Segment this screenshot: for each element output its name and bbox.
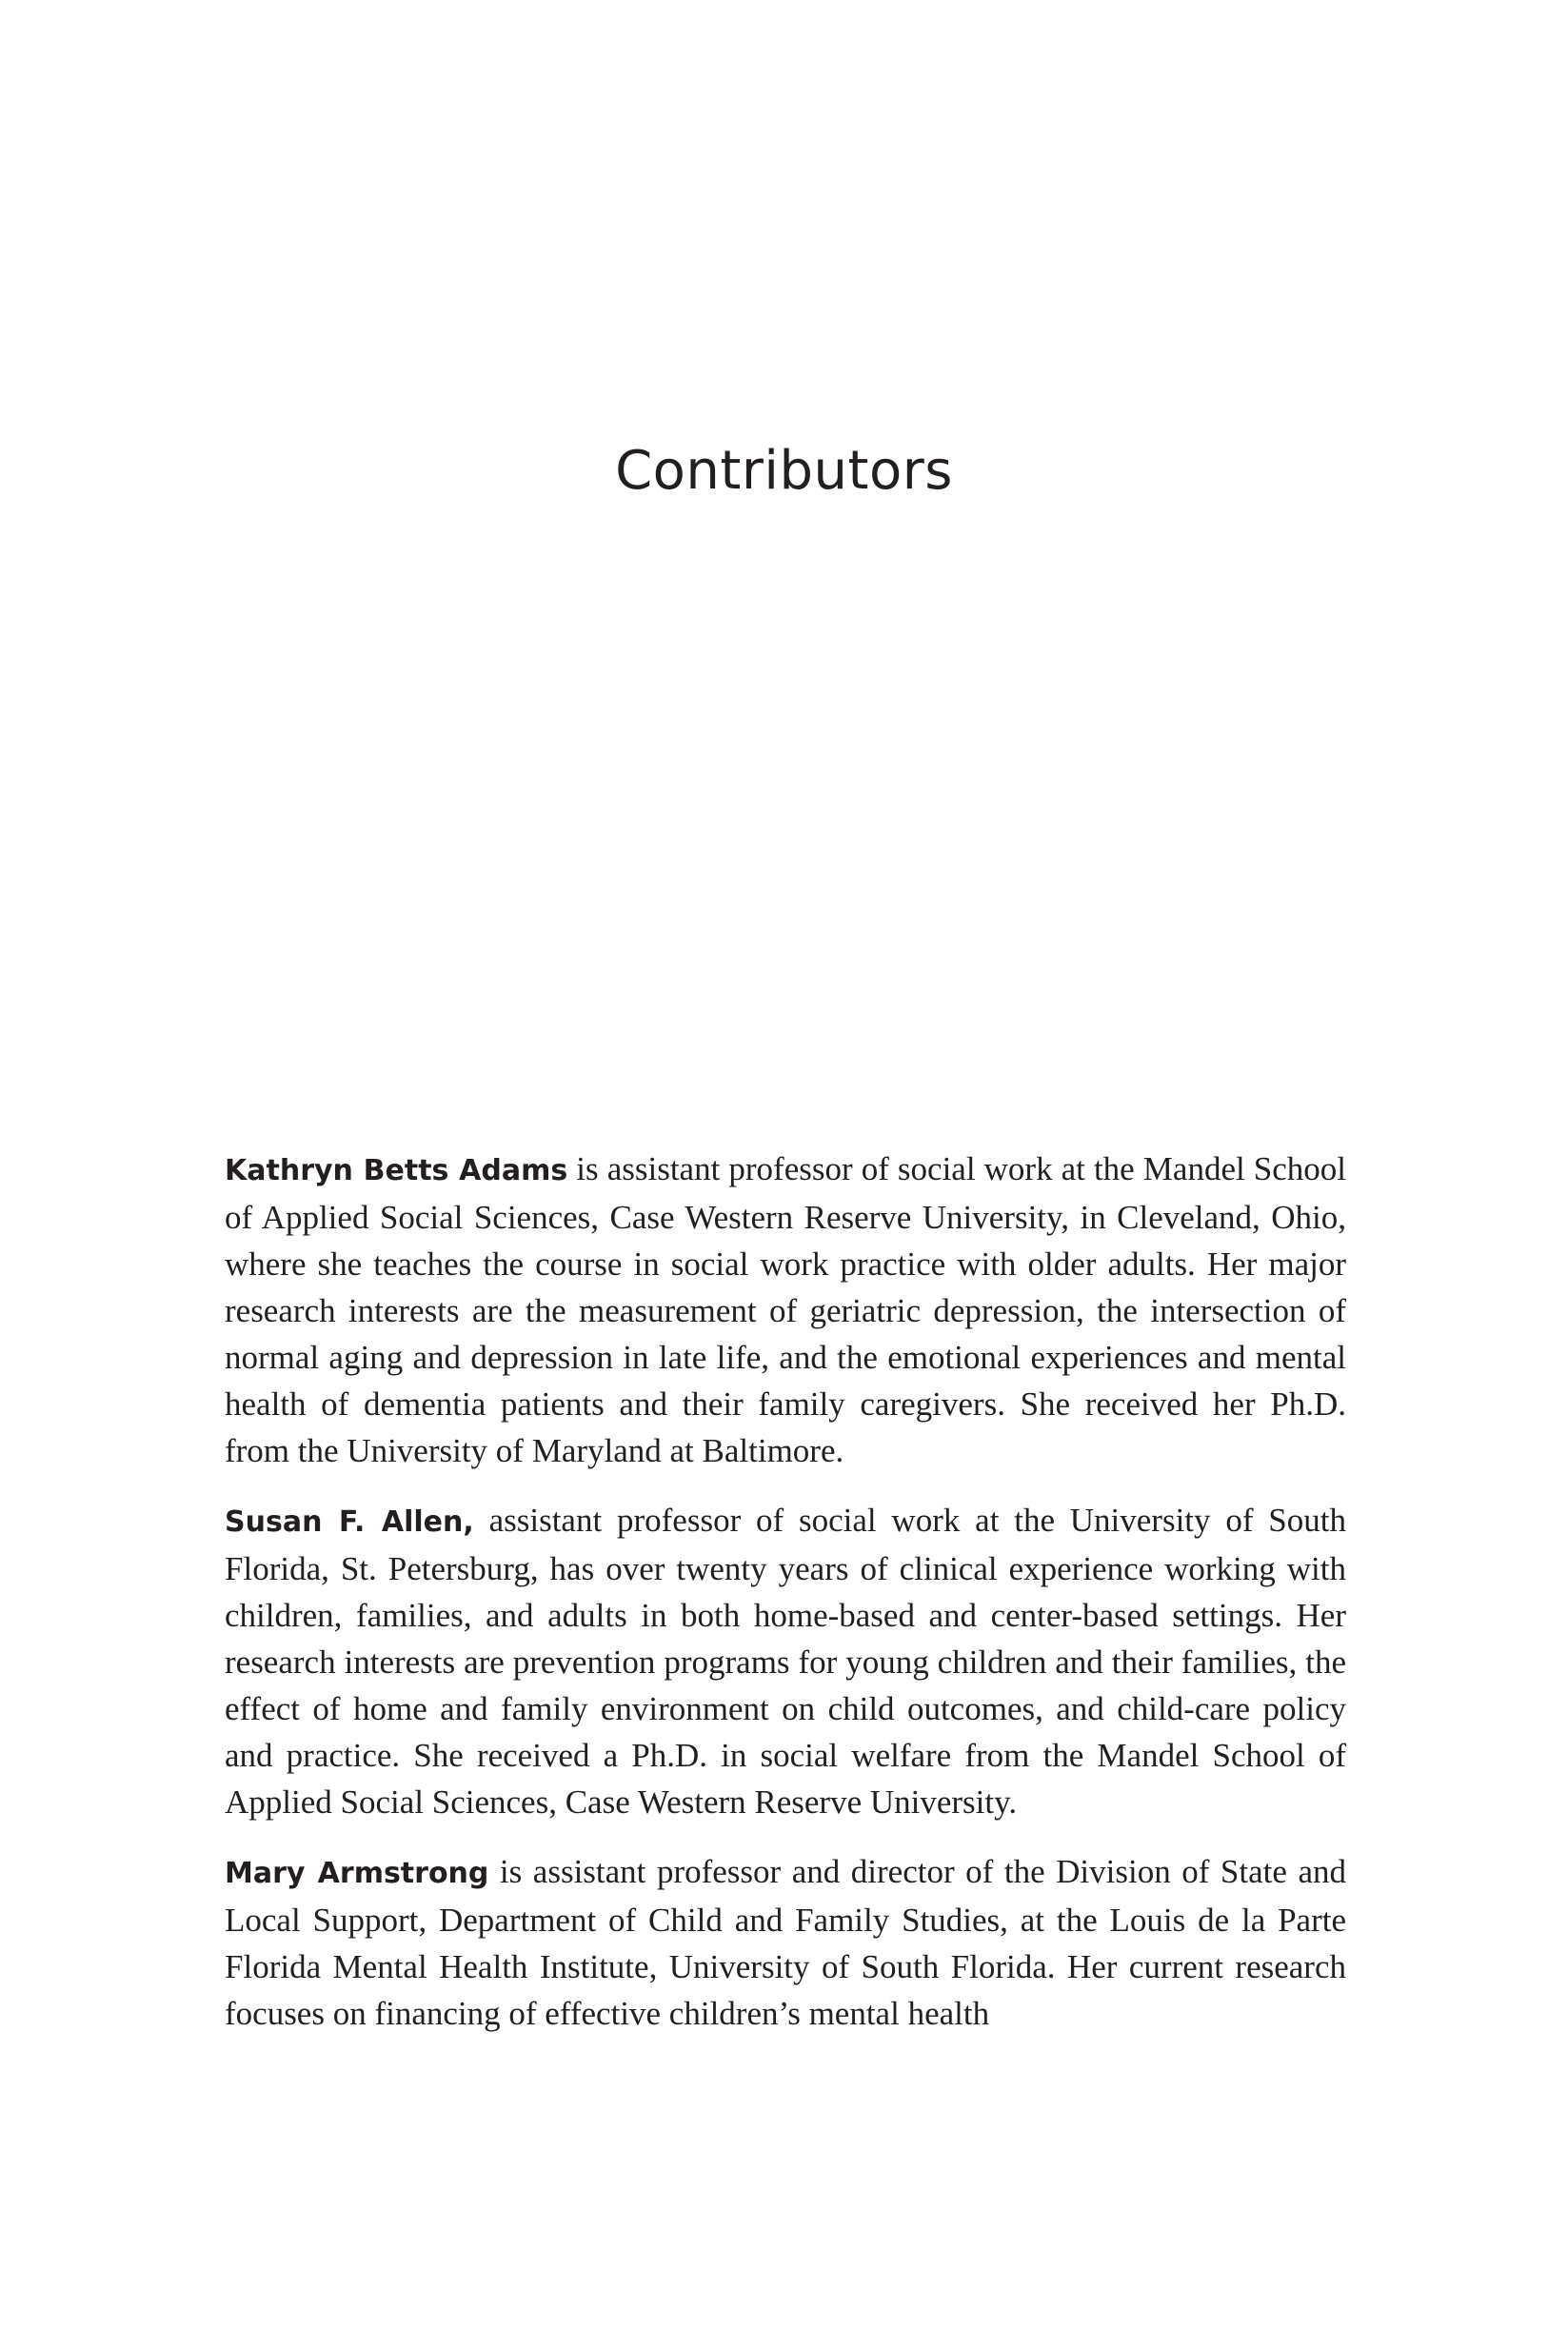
contributor-bio: is assistant professor of social work at the Mandel School of Applied Social Sciences, Case Western Reserve University, in Cleveland, Ohio, where she teaches the course in social work practice with older adults. Her major research interests are the measurement of geriatric depression, the intersection of normal aging and depression in late life, and the emotional experiences and mental health of dementia patients and their family caregivers. She received her Ph.D. from the University of Maryland at Baltimore.	[225, 1150, 1346, 1469]
contributor-entry	[225, 1146, 1346, 1474]
contributor-bio: is assistant professor and director of the Division of State and Local Support, Department of Child and Family Studies, at the Louis de la Parte Florida Mental Health Institute, University of South Florida. Her current research focuses on financing of effective children’s mental health	[225, 1853, 1346, 2032]
contributor-name: Mary Armstrong	[225, 1857, 489, 1890]
contributor-entry	[225, 1848, 1346, 2037]
contributor-entry	[225, 1497, 1346, 1825]
contributors-list	[225, 1146, 1346, 2060]
page-title: Contributors	[615, 440, 953, 502]
contributor-name: Kathryn Betts Adams	[225, 1154, 568, 1187]
contributor-bio: assistant professor of social work at the University of South Florida, St. Petersburg, has over twenty years of clinical experience working with children, families, and adults in both home-based and center-based settings. Her research interests are prevention programs for young children and their families, the effect of home and family environment on child outcomes, and child-care policy and practice. She received a Ph.D. in social welfare from the Mandel School of Applied Social Sciences, Case Western Reserve University.	[225, 1502, 1346, 1821]
contributor-name: Susan F. Allen,	[225, 1505, 474, 1539]
